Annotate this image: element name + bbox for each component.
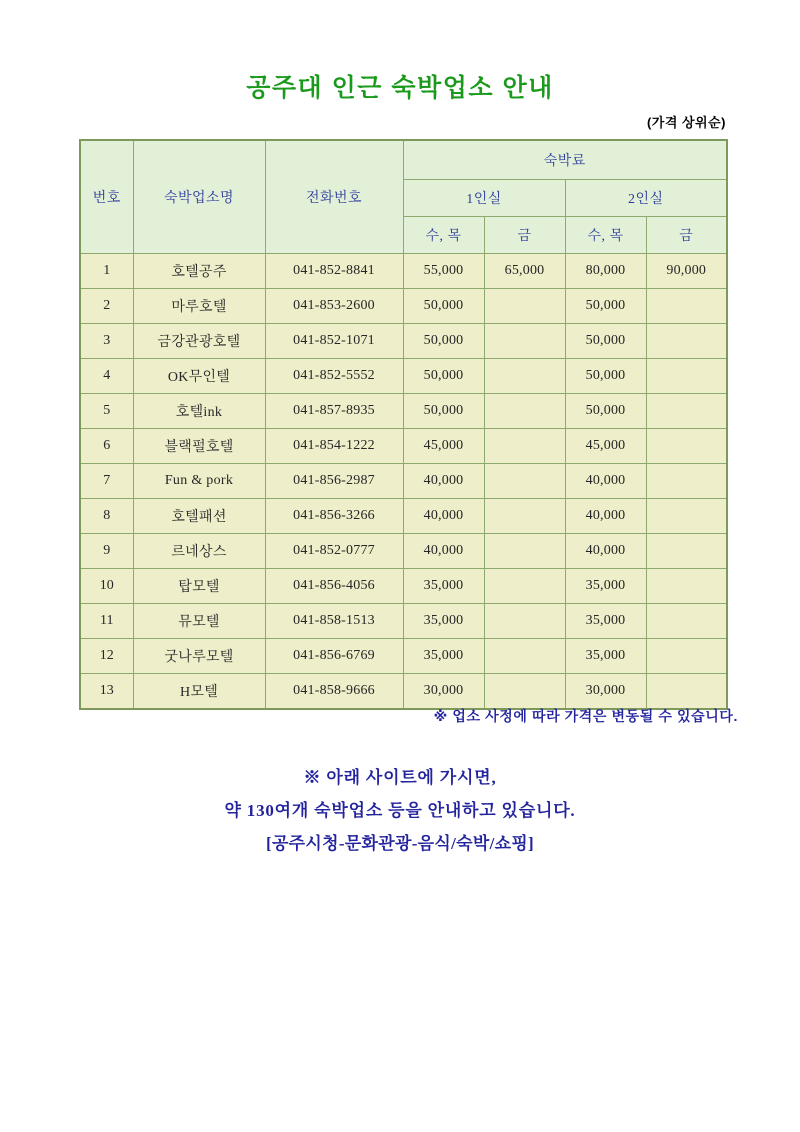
column-header-name: 숙박업소명: [133, 140, 265, 254]
cell-double-weekday: 40,000: [565, 499, 646, 534]
cell-single-friday: [484, 569, 565, 604]
cell-no: 11: [80, 604, 133, 639]
column-header-rate-group: 숙박료: [403, 140, 727, 180]
cell-no: 1: [80, 254, 133, 289]
cell-single-weekday: 50,000: [403, 359, 484, 394]
cell-single-friday: 65,000: [484, 254, 565, 289]
cell-single-friday: [484, 674, 565, 710]
cell-single-weekday: 50,000: [403, 324, 484, 359]
cell-double-weekday: 35,000: [565, 604, 646, 639]
cell-single-friday: [484, 324, 565, 359]
cell-no: 3: [80, 324, 133, 359]
cell-tel: 041-853-2600: [265, 289, 403, 324]
column-header-double-friday: 금: [646, 217, 727, 254]
table-row: [80, 604, 727, 639]
cell-double-friday: [646, 359, 727, 394]
cell-double-friday: [646, 324, 727, 359]
cell-no: 12: [80, 639, 133, 674]
cell-name: 뮤모텔: [133, 604, 265, 639]
cell-double-friday: [646, 499, 727, 534]
accommodation-rate-table: [79, 139, 728, 710]
cell-single-friday: [484, 499, 565, 534]
cell-name: 호텔공주: [133, 254, 265, 289]
cell-no: 9: [80, 534, 133, 569]
cell-tel: 041-856-3266: [265, 499, 403, 534]
cell-single-friday: [484, 534, 565, 569]
cell-double-weekday: 35,000: [565, 569, 646, 604]
table-row: [80, 674, 727, 710]
table-row: [80, 324, 727, 359]
cell-tel: 041-854-1222: [265, 429, 403, 464]
cell-tel: 041-852-0777: [265, 534, 403, 569]
table-row: [80, 254, 727, 289]
page-title: 공주대 인근 숙박업소 안내: [246, 74, 554, 102]
cell-tel: 041-852-8841: [265, 254, 403, 289]
site-info-note: [0, 763, 800, 854]
cell-name: 호텔패션: [133, 499, 265, 534]
cell-single-weekday: 40,000: [403, 534, 484, 569]
cell-tel: 041-852-5552: [265, 359, 403, 394]
cell-single-friday: [484, 394, 565, 429]
cell-double-weekday: 50,000: [565, 324, 646, 359]
cell-double-weekday: 50,000: [565, 289, 646, 324]
cell-single-weekday: 55,000: [403, 254, 484, 289]
cell-no: 5: [80, 394, 133, 429]
cell-no: 13: [80, 674, 133, 710]
table-row: [80, 499, 727, 534]
column-header-tel: 전화번호: [265, 140, 403, 254]
cell-no: 8: [80, 499, 133, 534]
cell-single-friday: [484, 464, 565, 499]
site-note-line-3: [공주시청-문화관광-음식/숙박/쇼핑]: [266, 834, 534, 853]
table-row: [80, 429, 727, 464]
cell-double-weekday: 80,000: [565, 254, 646, 289]
column-header-single-friday: 금: [484, 217, 565, 254]
cell-single-weekday: 35,000: [403, 639, 484, 674]
sort-order-note: (가격 상위순): [646, 115, 726, 130]
header-row-top: [80, 140, 727, 180]
cell-single-friday: [484, 604, 565, 639]
cell-no: 6: [80, 429, 133, 464]
cell-tel: 041-857-8935: [265, 394, 403, 429]
column-header-single-weekday: 수, 목: [403, 217, 484, 254]
cell-single-weekday: 40,000: [403, 464, 484, 499]
cell-double-friday: [646, 534, 727, 569]
cell-double-weekday: 45,000: [565, 429, 646, 464]
cell-double-weekday: 50,000: [565, 359, 646, 394]
cell-double-friday: [646, 674, 727, 710]
cell-single-weekday: 40,000: [403, 499, 484, 534]
cell-single-friday: [484, 359, 565, 394]
cell-tel: 041-856-6769: [265, 639, 403, 674]
column-header-no: 번호: [80, 140, 133, 254]
cell-no: 10: [80, 569, 133, 604]
cell-name: H모텔: [133, 674, 265, 710]
cell-tel: 041-858-9666: [265, 674, 403, 710]
cell-single-weekday: 45,000: [403, 429, 484, 464]
cell-single-weekday: 35,000: [403, 569, 484, 604]
cell-double-friday: [646, 604, 727, 639]
cell-double-friday: [646, 394, 727, 429]
cell-single-friday: [484, 289, 565, 324]
cell-single-friday: [484, 429, 565, 464]
cell-name: 탑모텔: [133, 569, 265, 604]
table-row: [80, 394, 727, 429]
column-header-double-weekday: 수, 목: [565, 217, 646, 254]
cell-double-weekday: 40,000: [565, 534, 646, 569]
cell-name: 마루호텔: [133, 289, 265, 324]
cell-no: 4: [80, 359, 133, 394]
cell-single-weekday: 50,000: [403, 289, 484, 324]
cell-tel: 041-856-2987: [265, 464, 403, 499]
table-row: [80, 534, 727, 569]
table-header: [80, 140, 727, 254]
cell-name: OK무인텔: [133, 359, 265, 394]
cell-name: 금강관광호텔: [133, 324, 265, 359]
cell-name: 호텔ink: [133, 394, 265, 429]
cell-single-weekday: 50,000: [403, 394, 484, 429]
cell-double-friday: [646, 464, 727, 499]
cell-tel: 041-852-1071: [265, 324, 403, 359]
table-body: [80, 254, 727, 710]
price-change-note: ※ 업소 사정에 따라 가격은 변동될 수 있습니다.: [433, 708, 738, 724]
cell-single-weekday: 35,000: [403, 604, 484, 639]
cell-name: 블랙펄호텔: [133, 429, 265, 464]
cell-name: Fun & pork: [133, 464, 265, 499]
cell-double-weekday: 35,000: [565, 639, 646, 674]
cell-double-friday: 90,000: [646, 254, 727, 289]
column-header-single-room: 1인실: [403, 180, 565, 217]
cell-double-friday: [646, 639, 727, 674]
cell-name: 르네상스: [133, 534, 265, 569]
table-row: [80, 464, 727, 499]
cell-double-weekday: 30,000: [565, 674, 646, 710]
table-row: [80, 569, 727, 604]
cell-name: 굿나루모텔: [133, 639, 265, 674]
cell-double-friday: [646, 289, 727, 324]
cell-tel: 041-856-4056: [265, 569, 403, 604]
cell-single-weekday: 30,000: [403, 674, 484, 710]
site-note-line-2: 약 130여개 숙박업소 등을 안내하고 있습니다.: [224, 801, 576, 820]
table-row: [80, 359, 727, 394]
cell-tel: 041-858-1513: [265, 604, 403, 639]
table-row: [80, 289, 727, 324]
table-row: [80, 639, 727, 674]
site-note-line-1: ※ 아래 사이트에 가시면,: [303, 768, 497, 787]
accommodation-rate-table-wrapper: [79, 139, 726, 710]
cell-double-weekday: 50,000: [565, 394, 646, 429]
cell-double-friday: [646, 569, 727, 604]
cell-no: 2: [80, 289, 133, 324]
cell-double-friday: [646, 429, 727, 464]
column-header-double-room: 2인실: [565, 180, 727, 217]
cell-single-friday: [484, 639, 565, 674]
cell-no: 7: [80, 464, 133, 499]
cell-double-weekday: 40,000: [565, 464, 646, 499]
